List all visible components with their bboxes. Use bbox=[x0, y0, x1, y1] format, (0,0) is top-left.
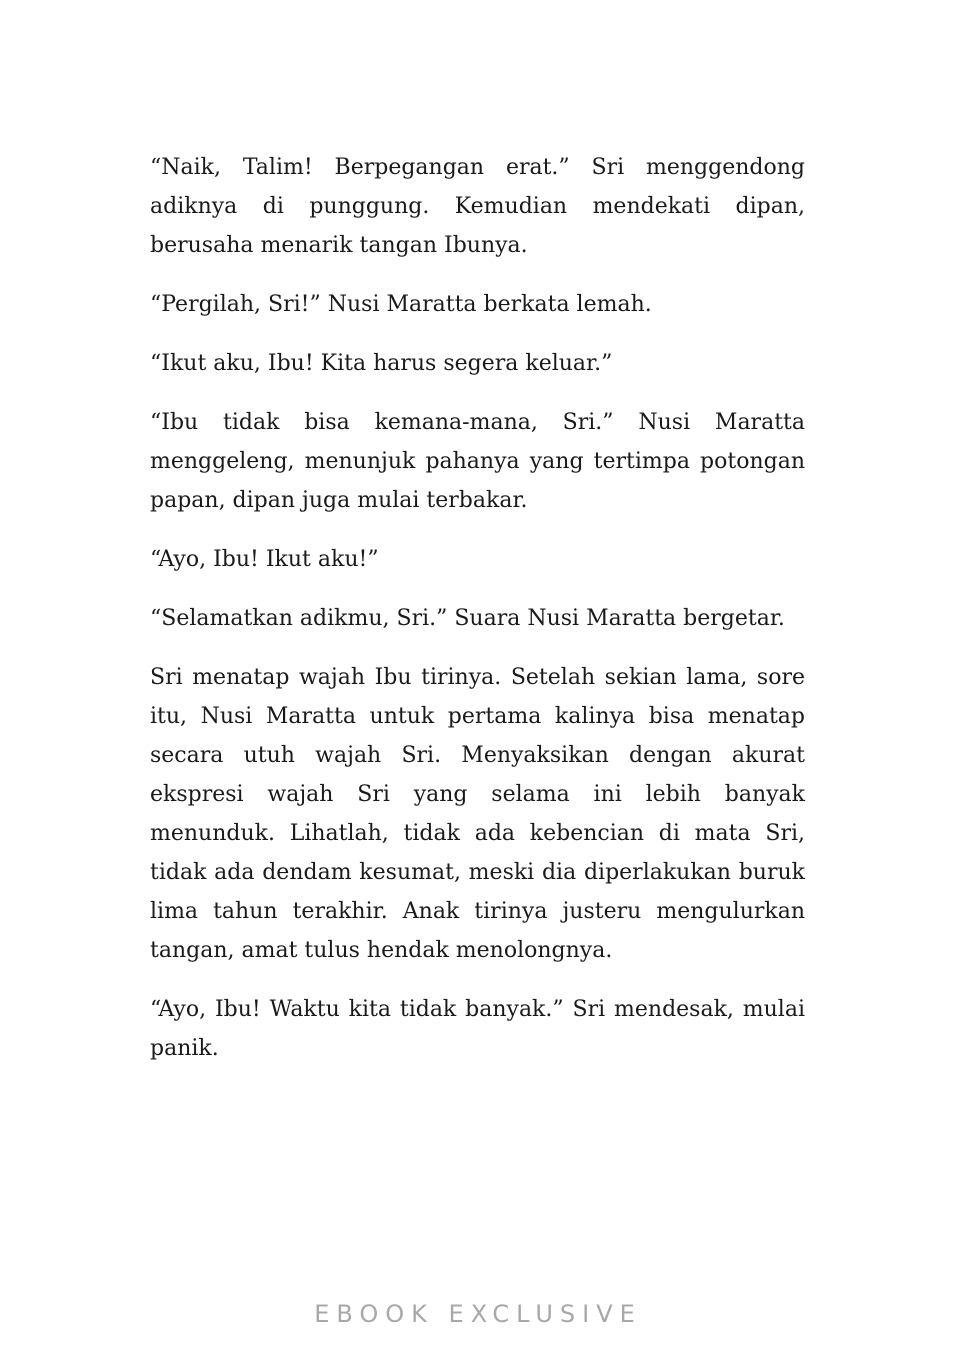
paragraph: “Pergilah, Sri!” Nusi Maratta berkata lemah. bbox=[150, 292, 652, 317]
ebook-exclusive-footer: EBOOK EXCLUSIVE bbox=[314, 1300, 642, 1328]
paragraph: “Ikut aku, Ibu! Kita harus segera keluar.” bbox=[150, 351, 613, 376]
paragraph: “Selamatkan adikmu, Sri.” Suara Nusi Maratta bergetar. bbox=[150, 606, 785, 631]
paragraph: Sri menatap wajah Ibu tirinya. Setelah sekian lama, sore itu, Nusi Maratta untuk pertama kalinya bisa menatap secara utuh wajah Sri. Menyaksikan dengan akurat ekspresi wajah Sri yang selama ini lebih banyak menunduk. Lihatlah, tidak ada kebencian di mata Sri, tidak ada dendam kesumat, meski dia diperlakukan buruk lima tahun terakhir. Anak tirinya justeru mengulurkan tangan, amat tulus hendak menolongnya. bbox=[150, 665, 805, 963]
page-body bbox=[150, 148, 805, 1088]
paragraph: “Ibu tidak bisa kemana-mana, Sri.” Nusi Maratta menggeleng, menunjuk pahanya yang tertimpa potongan papan, dipan juga mulai terbakar. bbox=[150, 410, 805, 513]
paragraph: “Naik, Talim! Berpegangan erat.” Sri menggendong adiknya di punggung. Kemudian mendekati dipan, berusaha menarik tangan Ibunya. bbox=[150, 155, 805, 258]
paragraph: “Ayo, Ibu! Ikut aku!” bbox=[150, 547, 379, 572]
paragraph: “Ayo, Ibu! Waktu kita tidak banyak.” Sri mendesak, mulai panik. bbox=[150, 997, 805, 1061]
